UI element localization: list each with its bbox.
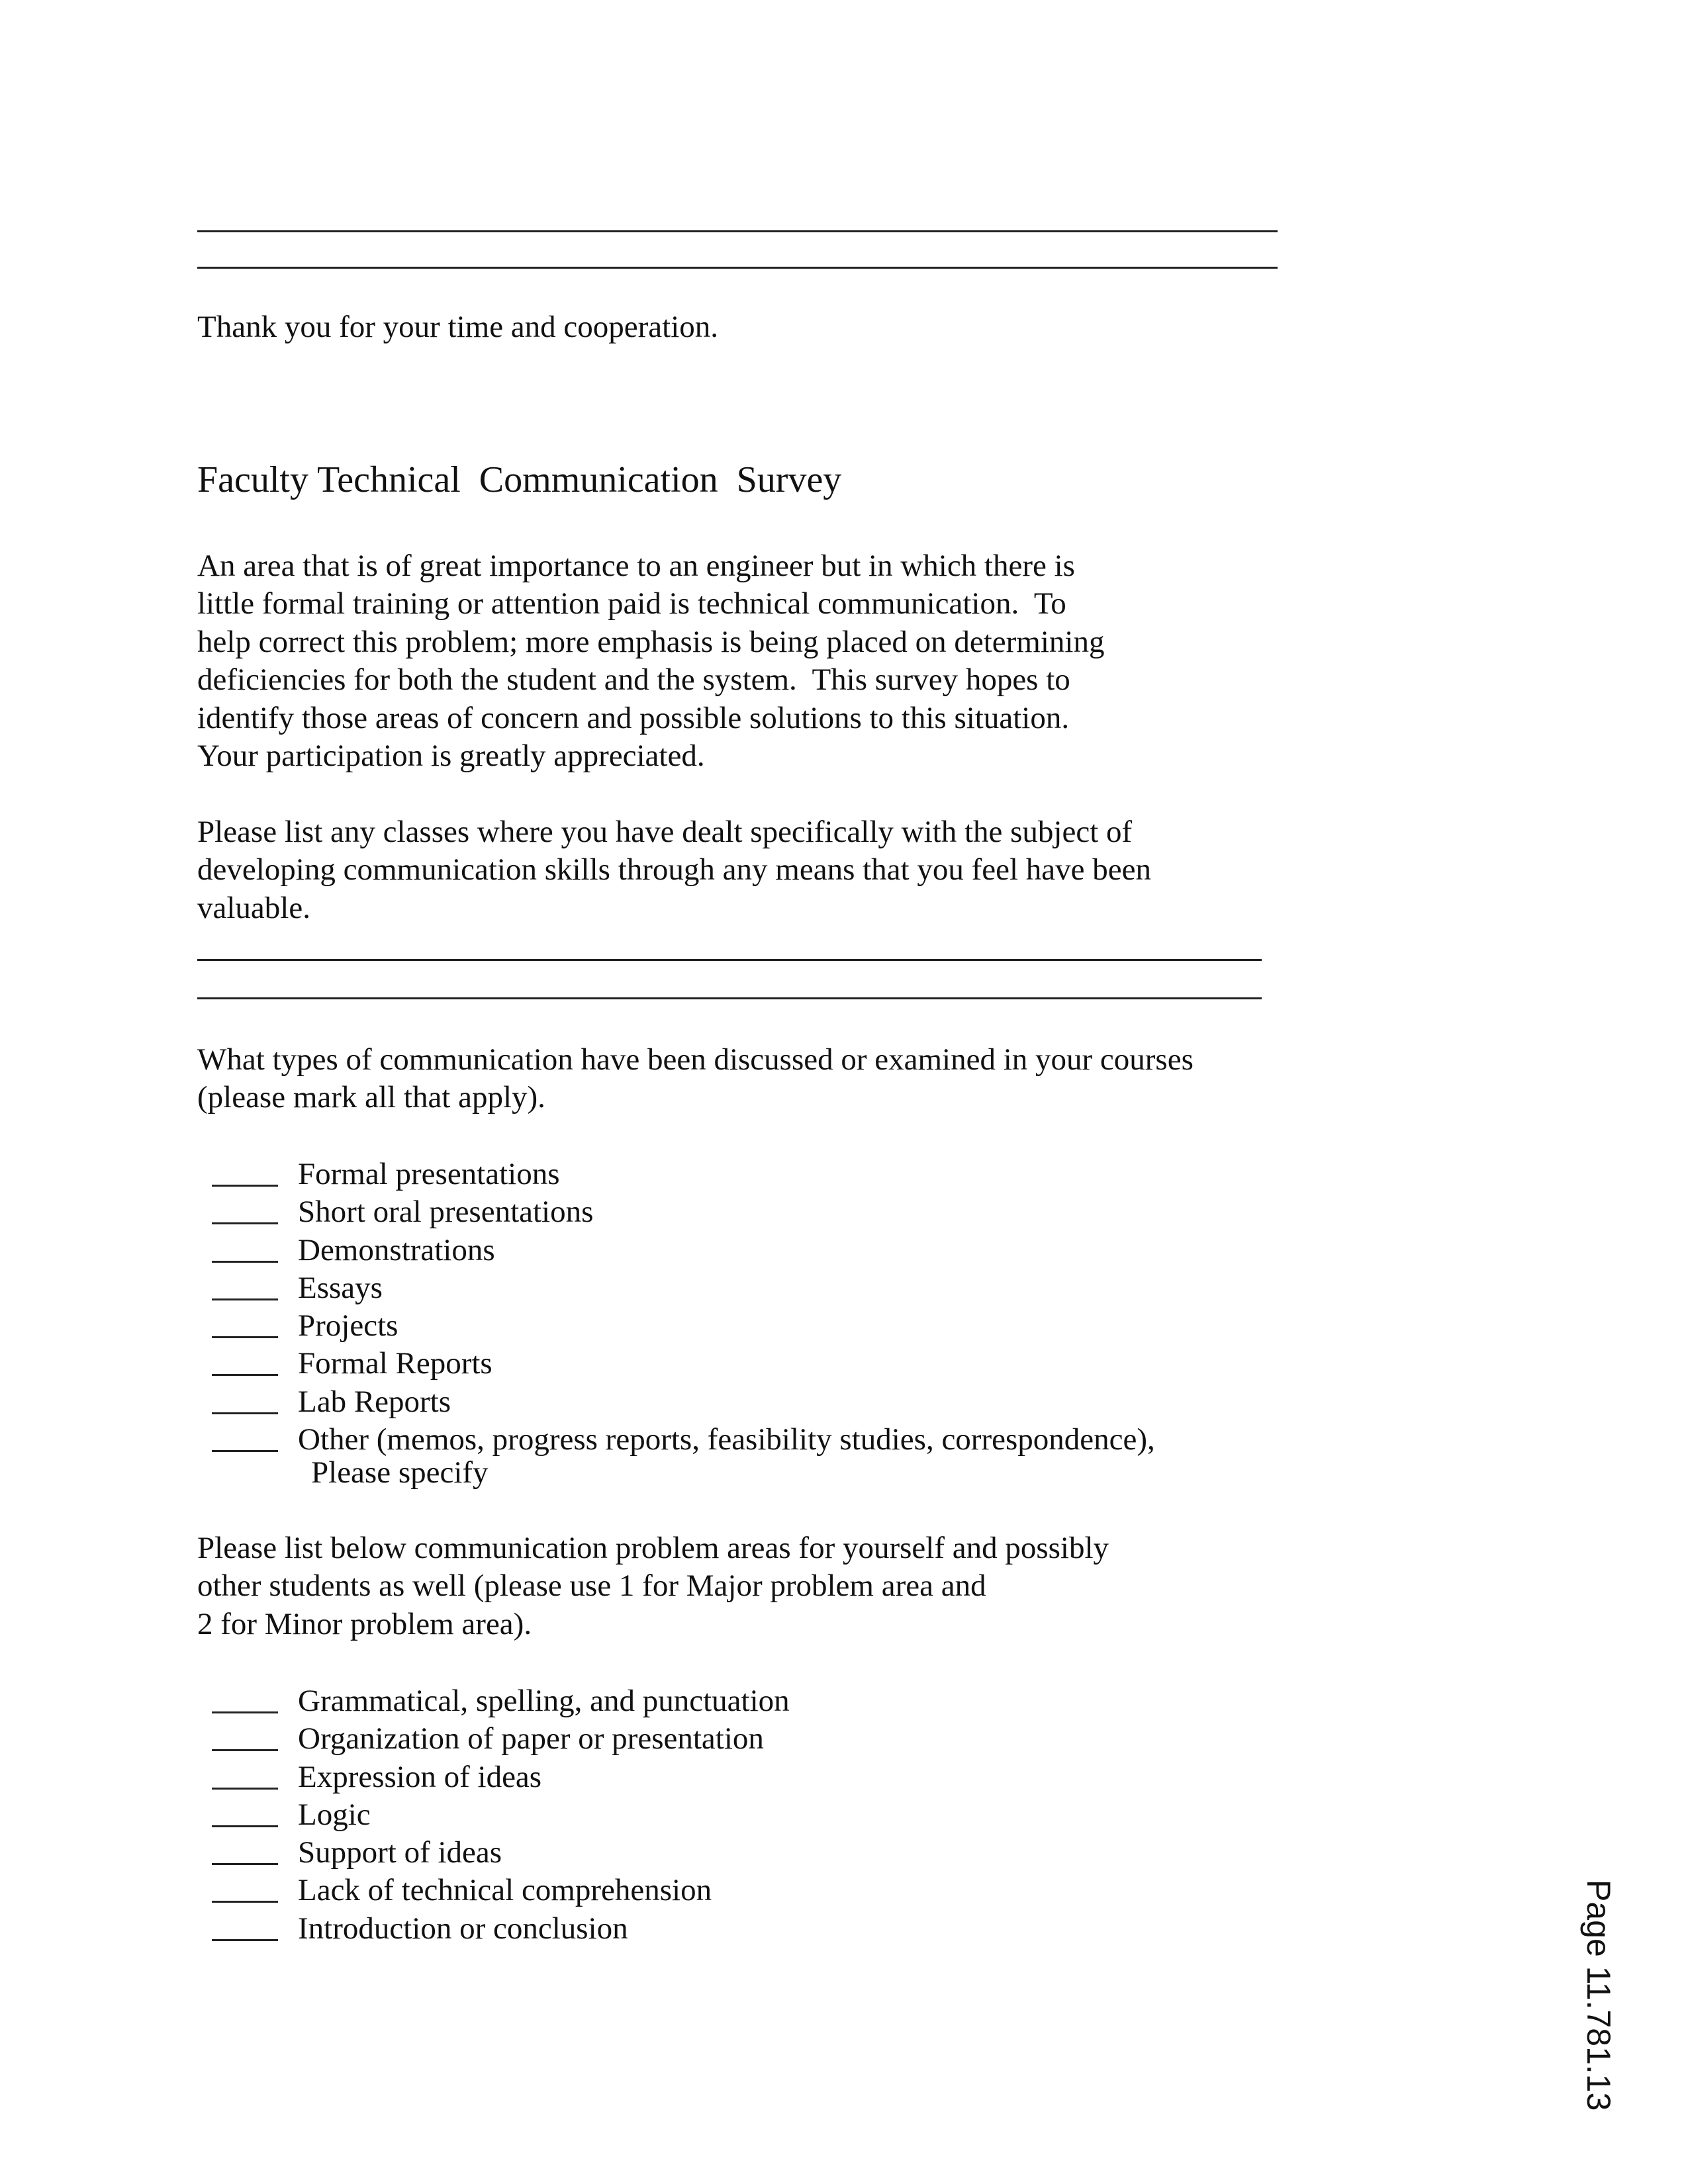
checklist-item bbox=[212, 1306, 1155, 1343]
checklist-item bbox=[212, 1757, 790, 1795]
checklist-item-label: Expression of ideas bbox=[298, 1759, 542, 1794]
checklist-item bbox=[212, 1230, 1155, 1268]
checklist-item bbox=[212, 1268, 1155, 1306]
survey-intro bbox=[197, 547, 1104, 775]
intro-line: identify those areas of concern and possible solutions to this situation. bbox=[197, 700, 1070, 735]
checklist-item bbox=[212, 1833, 790, 1870]
checklist-item bbox=[212, 1719, 790, 1756]
checklist-item bbox=[212, 1343, 1155, 1381]
rating-blank[interactable] bbox=[212, 1911, 278, 1941]
problems-prompt-line: 2 for Minor problem area). bbox=[197, 1606, 532, 1641]
checklist-item bbox=[212, 1192, 1155, 1230]
types-prompt bbox=[197, 1041, 1194, 1117]
intro-line: little formal training or attention paid is technical communication. To bbox=[197, 586, 1066, 621]
problems-prompt-line: Please list below communication problem areas for yourself and possibly bbox=[197, 1531, 1109, 1565]
intro-line: help correct this problem; more emphasis is being placed on determining bbox=[197, 624, 1105, 659]
checklist-item-label: Essays bbox=[298, 1270, 383, 1305]
problem-areas-checklist bbox=[212, 1681, 790, 1946]
checklist-item-label: Short oral presentations bbox=[298, 1195, 594, 1230]
checkbox-blank[interactable] bbox=[212, 1346, 278, 1376]
communication-types-checklist bbox=[212, 1154, 1155, 1457]
rating-blank[interactable] bbox=[212, 1721, 278, 1751]
checklist-item-label: Formal presentations bbox=[298, 1157, 560, 1191]
checkbox-blank[interactable] bbox=[212, 1422, 278, 1452]
answer-line-top-1[interactable] bbox=[197, 230, 1278, 232]
types-prompt-line: (please mark all that apply). bbox=[197, 1080, 545, 1115]
closing-text: Thank you for your time and cooperation. bbox=[197, 310, 719, 344]
checklist-item bbox=[212, 1420, 1155, 1457]
checklist-item-label: Introduction or conclusion bbox=[298, 1911, 628, 1946]
intro-line: Your participation is greatly appreciated. bbox=[197, 739, 705, 774]
rating-blank[interactable] bbox=[212, 1797, 278, 1827]
rating-blank[interactable] bbox=[212, 1684, 278, 1713]
intro-line: deficiencies for both the student and the system. This survey hopes to bbox=[197, 662, 1070, 698]
checkbox-blank[interactable] bbox=[212, 1271, 278, 1300]
classes-answer-line-1[interactable] bbox=[197, 959, 1262, 961]
checklist-item bbox=[212, 1870, 790, 1908]
intro-line: An area that is of great importance to an engineer but in which there is bbox=[197, 549, 1075, 583]
checklist-item-label: Projects bbox=[298, 1308, 399, 1343]
checklist-item-label: Grammatical, spelling, and punctuation bbox=[298, 1684, 790, 1718]
checkbox-blank[interactable] bbox=[212, 1195, 278, 1224]
checkbox-blank[interactable] bbox=[212, 1385, 278, 1414]
checklist-item bbox=[212, 1681, 790, 1719]
classes-prompt-line: Please list any classes where you have dealt specifically with the subject of bbox=[197, 815, 1133, 849]
checklist-item-label: Logic bbox=[298, 1797, 371, 1832]
checklist-item bbox=[212, 1795, 790, 1833]
page-number: Page 11.781.13 bbox=[1580, 1880, 1617, 2111]
checklist-item bbox=[212, 1154, 1155, 1192]
checkbox-blank[interactable] bbox=[212, 1308, 278, 1338]
survey-title: Faculty Technical Communication Survey bbox=[197, 459, 842, 500]
classes-prompt bbox=[197, 813, 1151, 927]
classes-prompt-line: valuable. bbox=[197, 890, 310, 925]
checklist-item-label: Demonstrations bbox=[298, 1232, 495, 1267]
checklist-item-label: Lab Reports bbox=[298, 1384, 451, 1419]
checklist-item bbox=[212, 1909, 790, 1946]
checklist-item-label: Formal Reports bbox=[298, 1346, 492, 1381]
checklist-item bbox=[212, 1382, 1155, 1420]
checklist-item-label: Support of ideas bbox=[298, 1835, 502, 1870]
checkbox-blank[interactable] bbox=[212, 1157, 278, 1187]
checkbox-blank[interactable] bbox=[212, 1233, 278, 1263]
rating-blank[interactable] bbox=[212, 1760, 278, 1790]
rating-blank[interactable] bbox=[212, 1835, 278, 1865]
checklist-item-label: Organization of paper or presentation bbox=[298, 1721, 764, 1756]
other-please-specify: Please specify bbox=[311, 1455, 489, 1490]
answer-line-top-2[interactable] bbox=[197, 267, 1278, 269]
classes-answer-line-2[interactable] bbox=[197, 997, 1262, 999]
types-prompt-line: What types of communication have been discussed or examined in your courses bbox=[197, 1042, 1194, 1077]
problems-prompt bbox=[197, 1529, 1109, 1643]
checklist-item-label: Other (memos, progress reports, feasibility studies, correspondence), bbox=[298, 1422, 1155, 1457]
problems-prompt-line: other students as well (please use 1 for Major problem area and bbox=[197, 1569, 986, 1604]
rating-blank[interactable] bbox=[212, 1873, 278, 1903]
checklist-item-label: Lack of technical comprehension bbox=[298, 1873, 712, 1908]
classes-prompt-line: developing communication skills through any means that you feel have been bbox=[197, 852, 1151, 887]
